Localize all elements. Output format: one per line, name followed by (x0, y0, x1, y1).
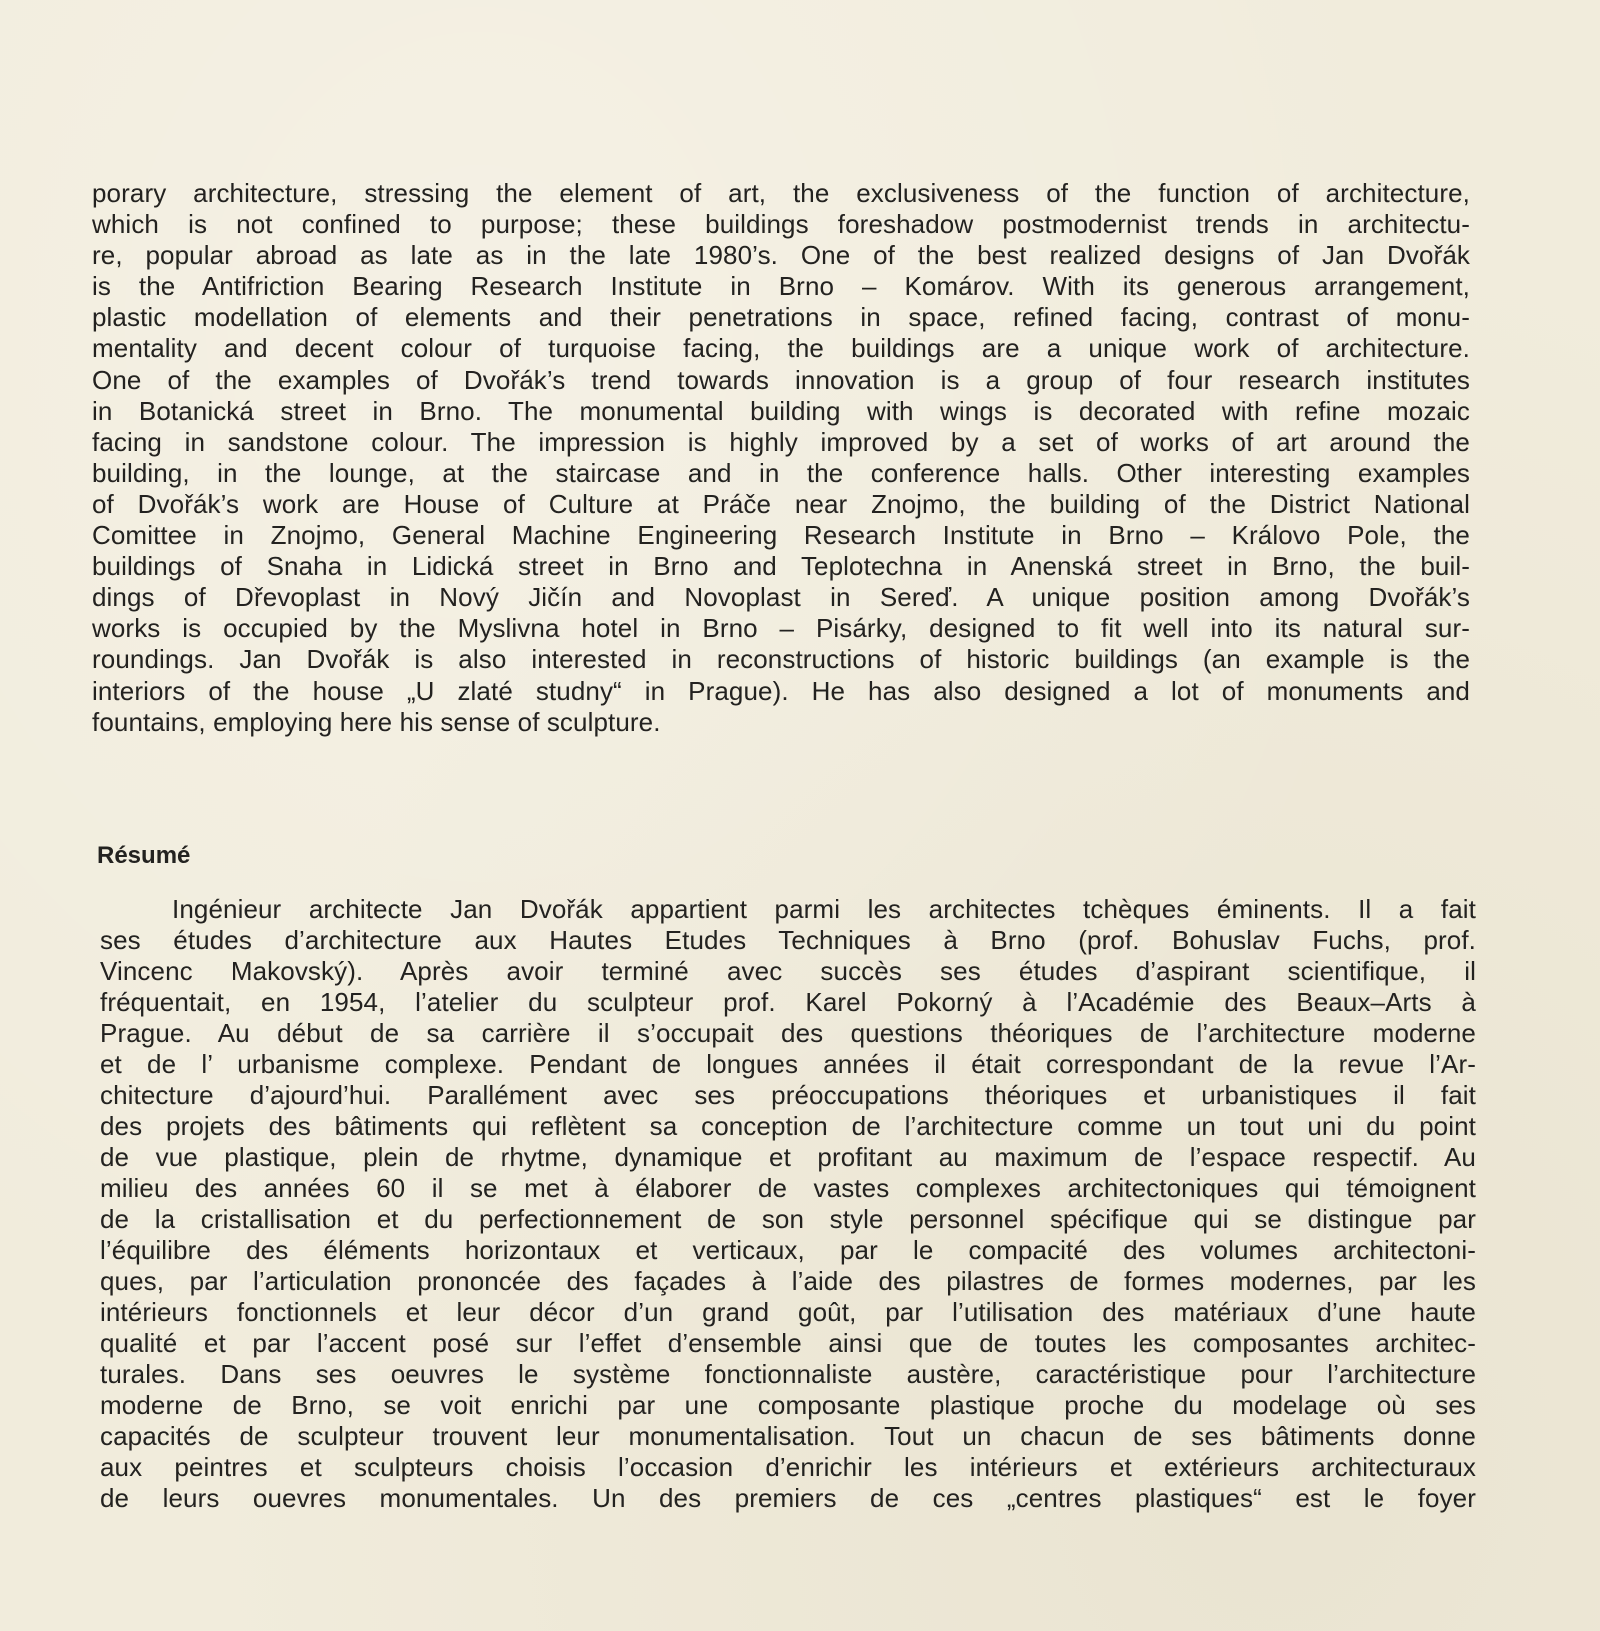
text-line: Vincenc Makovský). Après avoir terminé avec succès ses études d’aspirant scientifique, il (100, 956, 1476, 986)
text-line: l’équilibre des éléments horizontaux et verticaux, par le compacité des volumes architectoni- (100, 1235, 1476, 1265)
text-line: dings of Dřevoplast in Nový Jičín and Novoplast in Sereď. A unique position among Dvořák’s (92, 582, 1470, 613)
text-line: ques, par l’articulation prononcée des façades à l’aide des pilastres de formes modernes, par les (100, 1266, 1476, 1296)
text-line: facing in sandstone colour. The impression is highly improved by a set of works of art around the (92, 426, 1470, 457)
text-line: ses études d’architecture aux Hautes Etudes Techniques à Brno (prof. Bohuslav Fuchs, prof. (100, 925, 1476, 955)
text-line: porary architecture, stressing the element of art, the exclusiveness of the function of architecture, (92, 178, 1470, 208)
text-line: chitecture d’ajourd’hui. Parallément avec ses préoccupations théoriques et urbanistiques il fait (100, 1080, 1476, 1110)
text-line: qualité et par l’accent posé sur l’effet d’ensemble ainsi que de toutes les composantes architec- (100, 1328, 1476, 1358)
text-line: Prague. Au début de sa carrière il s’occupait des questions théoriques de l’architecture moderne (100, 1018, 1476, 1048)
text-line: moderne de Brno, se voit enrichi par une composante plastique proche du modelage où ses (100, 1390, 1476, 1420)
english-text-block (92, 178, 1470, 738)
text-line: of Dvořák’s work are House of Culture at Práče near Znojmo, the building of the District National (92, 488, 1470, 519)
text-line: milieu des années 60 il se met à élaborer de vastes complexes architectoniques qui témoignent (100, 1173, 1476, 1203)
text-line: plastic modellation of elements and their penetrations in space, refined facing, contrast of monu- (92, 302, 1470, 333)
text-line: aux peintres et sculpteurs choisis l’occasion d’enrichir les intérieurs et extérieurs architecturaux (100, 1452, 1476, 1482)
text-line: intérieurs fonctionnels et leur décor d’un grand goût, par l’utilisation des matériaux d’une haute (100, 1297, 1476, 1327)
resume-text-block (100, 894, 1476, 1514)
text-line: which is not confined to purpose; these buildings foreshadow postmodernist trends in architectu- (92, 209, 1470, 240)
text-line: de vue plastique, plein de rhytme, dynamique et profitant au maximum de l’espace respectif. Au (100, 1142, 1476, 1172)
text-line: in Botanická street in Brno. The monumental building with wings is decorated with refine mozaic (92, 395, 1470, 426)
text-line: fountains, employing here his sense of sculpture. (92, 706, 661, 737)
text-line: re, popular abroad as late as in the late 1980’s. One of the best realized designs of Jan Dvořák (92, 240, 1470, 271)
resume-heading: Résumé (97, 842, 191, 869)
text-line: et de l’ urbanisme complexe. Pendant de longues années il était correspondant de la revue l’Ar- (100, 1049, 1476, 1079)
text-line: de leurs ouevres monumentales. Un des premiers de ces „centres plastiques“ est le foyer (100, 1483, 1476, 1513)
text-line: Ingénieur architecte Jan Dvořák appartient parmi les architectes tchèques éminents. Il a fait (172, 894, 1476, 924)
text-line: buildings of Snaha in Lidická street in Brno and Teplotechna in Anenská street in Brno, the buil- (92, 551, 1470, 582)
text-line: is the Antifriction Bearing Research Institute in Brno – Komárov. With its generous arrangement, (92, 271, 1470, 302)
text-line: mentality and decent colour of turquoise facing, the buildings are a unique work of architecture. (92, 333, 1470, 364)
text-line: works is occupied by the Myslivna hotel in Brno – Pisárky, designed to fit well into its natural sur- (92, 613, 1470, 644)
text-line: turales. Dans ses oeuvres le système fonctionnaliste austère, caractéristique pour l’architecture (100, 1359, 1476, 1389)
text-line: de la cristallisation et du perfectionnement de son style personnel spécifique qui se distingue par (100, 1204, 1476, 1234)
text-line: des projets des bâtiments qui reflètent sa conception de l’architecture comme un tout uni du point (100, 1111, 1476, 1141)
text-line: capacités de sculpteur trouvent leur monumentalisation. Tout un chacun de ses bâtiments donne (100, 1421, 1476, 1451)
text-line: fréquentait, en 1954, l’atelier du sculpteur prof. Karel Pokorný à l’Académie des Beaux–Arts à (100, 987, 1476, 1017)
text-line: One of the examples of Dvořák’s trend towards innovation is a group of four research institutes (92, 364, 1470, 395)
text-line: roundings. Jan Dvořák is also interested in reconstructions of historic buildings (an example is the (92, 644, 1470, 675)
text-line: Comittee in Znojmo, General Machine Engineering Research Institute in Brno – Královo Pole, the (92, 520, 1470, 551)
text-line: building, in the lounge, at the staircase and in the conference halls. Other interesting examples (92, 457, 1470, 488)
text-line: interiors of the house „U zlaté studny“ in Prague). He has also designed a lot of monuments and (92, 675, 1470, 706)
